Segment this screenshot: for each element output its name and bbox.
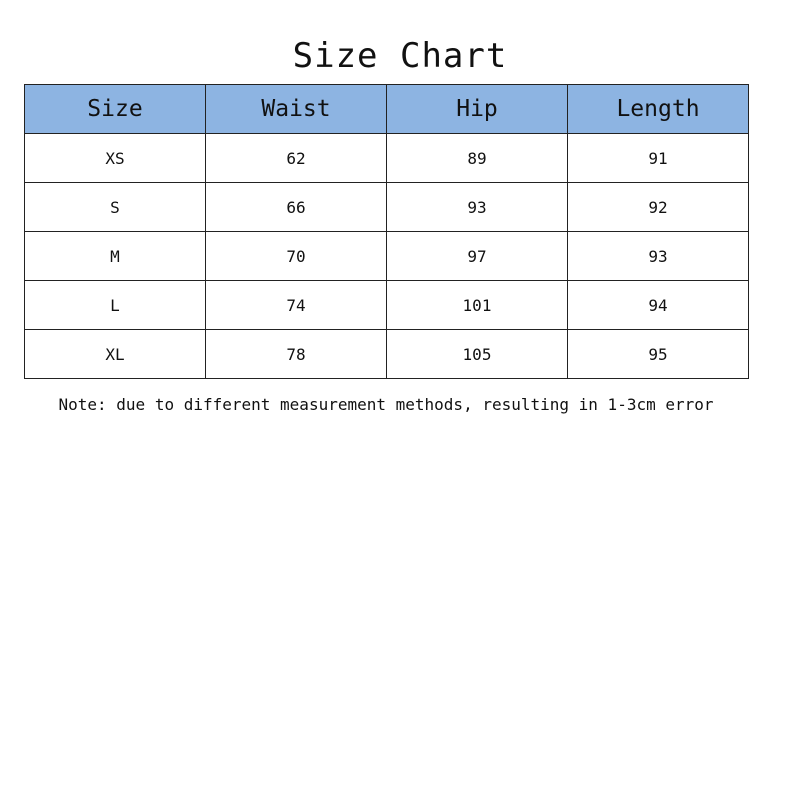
table-row [25, 232, 749, 281]
header-size: Size [25, 85, 206, 134]
hip-cell: 101 [387, 281, 568, 330]
table-row [25, 281, 749, 330]
table-row [25, 183, 749, 232]
header-hip: Hip [387, 85, 568, 134]
hip-cell: 97 [387, 232, 568, 281]
waist-cell: 66 [206, 183, 387, 232]
table-row [25, 134, 749, 183]
size-cell: XL [25, 330, 206, 379]
length-cell: 91 [568, 134, 749, 183]
length-cell: 94 [568, 281, 749, 330]
length-cell: 95 [568, 330, 749, 379]
size-chart-table [24, 84, 749, 379]
hip-cell: 93 [387, 183, 568, 232]
waist-cell: 74 [206, 281, 387, 330]
length-cell: 92 [568, 183, 749, 232]
size-cell: XS [25, 134, 206, 183]
table-header-row [25, 85, 749, 134]
size-cell: M [25, 232, 206, 281]
measurement-note: Note: due to different measurement methods, resulting in 1-3cm error [58, 395, 714, 414]
table-row [25, 330, 749, 379]
header-length: Length [568, 85, 749, 134]
header-waist: Waist [206, 85, 387, 134]
waist-cell: 70 [206, 232, 387, 281]
hip-cell: 105 [387, 330, 568, 379]
waist-cell: 62 [206, 134, 387, 183]
size-cell: S [25, 183, 206, 232]
page-title: Size Chart [292, 36, 508, 76]
length-cell: 93 [568, 232, 749, 281]
size-cell: L [25, 281, 206, 330]
hip-cell: 89 [387, 134, 568, 183]
waist-cell: 78 [206, 330, 387, 379]
